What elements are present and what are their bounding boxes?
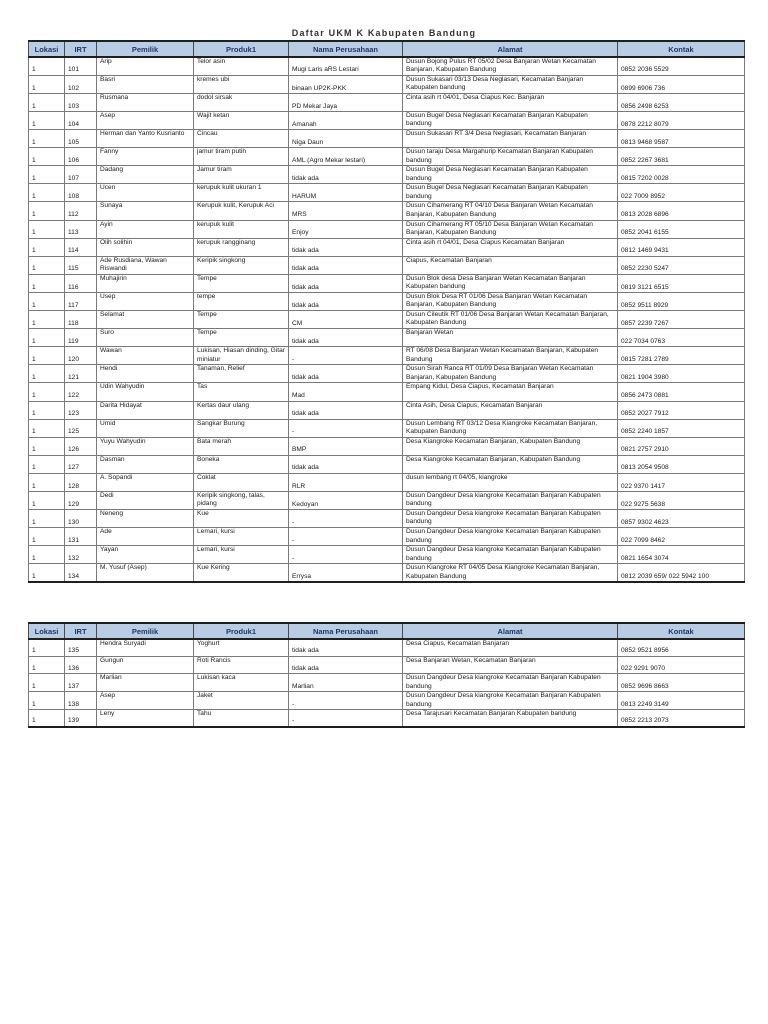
header-nama-perusahaan: Nama Perusahaan — [289, 41, 403, 57]
alamat-cell: Dusun Blok Desa RT 01/06 Desa Banjaran Wetan Kecamatan Banjaran, Kabupaten Bandung — [403, 292, 618, 310]
produk-cell: kerupuk kulit ukuran 1 — [194, 184, 289, 202]
produk-cell: Kertas daur ulang — [194, 401, 289, 419]
lokasi-cell: 1 — [29, 674, 65, 692]
kontak-cell: 0857 9302 4623 — [618, 510, 745, 528]
table-row — [29, 184, 745, 202]
table-row — [29, 347, 745, 365]
lokasi-cell: 1 — [29, 473, 65, 491]
produk-cell: Jamur tiram — [194, 166, 289, 184]
lokasi-cell: 1 — [29, 112, 65, 130]
kontak-cell: 0852 2213 2073 — [618, 709, 745, 726]
produk-cell: Tahu — [194, 709, 289, 726]
lokasi-cell: 1 — [29, 510, 65, 528]
table-header-row — [29, 41, 745, 57]
pemilik-cell: Darita Hidayat — [97, 401, 194, 419]
irt-cell: 136 — [65, 656, 97, 673]
kontak-cell: 0852 2267 3681 — [618, 148, 745, 166]
table-row — [29, 383, 745, 401]
kontak-cell: 0856 2498 6253 — [618, 93, 745, 111]
lokasi-cell: 1 — [29, 148, 65, 166]
irt-cell: 103 — [65, 93, 97, 111]
pemilik-cell: Marlian — [97, 674, 194, 692]
header-lokasi: Lokasi — [29, 623, 65, 639]
pemilik-cell: Rusmana — [97, 93, 194, 111]
nama-perusahaan-cell: - — [289, 419, 403, 437]
alamat-cell: dusun lembang rt 04/05, kiangroke — [403, 473, 618, 491]
nama-perusahaan-cell: - — [289, 692, 403, 710]
pemilik-cell: Asep — [97, 112, 194, 130]
lokasi-cell: 1 — [29, 238, 65, 256]
produk-cell: Telor asin — [194, 57, 289, 75]
header-produk: Produk1 — [194, 623, 289, 639]
kontak-cell: 022 7099 8462 — [618, 528, 745, 546]
pemilik-cell: Umid — [97, 419, 194, 437]
lokasi-cell: 1 — [29, 202, 65, 220]
kontak-cell: 0815 7281 2789 — [618, 347, 745, 365]
kontak-cell: 0852 9521 8956 — [618, 639, 745, 656]
nama-perusahaan-cell: PD Mekar Jaya — [289, 93, 403, 111]
alamat-cell: Desa Ciapus, Kecamatan Banjaran — [403, 639, 618, 656]
table-row — [29, 564, 745, 582]
alamat-cell: Cinta Asih, Desa Ciapus, Kecamatan Banjaran — [403, 401, 618, 419]
table-row — [29, 274, 745, 292]
alamat-cell: Dusun Lembang RT 03/12 Desa Kiangroke Kecamatan Banjaran, Kabupaten Bandung — [403, 419, 618, 437]
irt-cell: 114 — [65, 238, 97, 256]
produk-cell: Jaket — [194, 692, 289, 710]
alamat-cell: Dusun Dangdeur Desa kiangroke Kecamatan Banjaran Kabupaten bandung — [403, 546, 618, 564]
header-produk: Produk1 — [194, 41, 289, 57]
header-alamat: Alamat — [403, 623, 618, 639]
alamat-cell: Desa Banjaran Wetan, Kecamatan Banjaran — [403, 656, 618, 673]
table-row — [29, 75, 745, 93]
lokasi-cell: 1 — [29, 220, 65, 238]
lokasi-cell: 1 — [29, 166, 65, 184]
kontak-cell: 022 7034 0763 — [618, 329, 745, 347]
kontak-cell: 0813 9468 9587 — [618, 130, 745, 148]
irt-cell: 119 — [65, 329, 97, 347]
irt-cell: 130 — [65, 510, 97, 528]
irt-cell: 118 — [65, 311, 97, 329]
produk-cell: Lemari, kursi — [194, 528, 289, 546]
lokasi-cell: 1 — [29, 347, 65, 365]
alamat-cell: Banjaran Wetan — [403, 329, 618, 347]
kontak-cell: 0852 9511 8929 — [618, 292, 745, 310]
header-pemilik: Pemilik — [97, 41, 194, 57]
kontak-cell: 0813 2054 9508 — [618, 455, 745, 473]
irt-cell: 137 — [65, 674, 97, 692]
alamat-cell: Dusun Bugel Desa Neglasari Kecamatan Banjaran Kabupaten bandung — [403, 166, 618, 184]
table-row — [29, 148, 745, 166]
irt-cell: 113 — [65, 220, 97, 238]
nama-perusahaan-cell: tidak ada — [289, 238, 403, 256]
alamat-cell: Dusun Sukasari RT 3/4 Desa Neglasari, Kecamatan Banjaran — [403, 130, 618, 148]
irt-cell: 121 — [65, 365, 97, 383]
kontak-cell: 0812 2039 659/ 022 5942 100 — [618, 564, 745, 582]
nama-perusahaan-cell: - — [289, 347, 403, 365]
kontak-cell: 022 7009 8952 — [618, 184, 745, 202]
irt-cell: 112 — [65, 202, 97, 220]
lokasi-cell: 1 — [29, 528, 65, 546]
produk-cell: Tempe — [194, 329, 289, 347]
table-row — [29, 656, 745, 673]
alamat-cell: Dusun Bugel Desa Neglasari Kecamatan Banjaran Kabupaten bandung — [403, 112, 618, 130]
alamat-cell: Dusun Kiangroke RT 04/05 Desa Kiangroke Kecamatan Banjaran, Kabupaten Bandung — [403, 564, 618, 582]
alamat-cell: RT 06/08 Desa Banjaran Wetan Kecamatan Banjaran, Kabupaten Bandung — [403, 347, 618, 365]
kontak-cell: 0813 2028 6896 — [618, 202, 745, 220]
table-row — [29, 473, 745, 491]
nama-perusahaan-cell: Kedoyan — [289, 491, 403, 509]
irt-cell: 115 — [65, 256, 97, 274]
lokasi-cell: 1 — [29, 292, 65, 310]
alamat-cell: Dusun Dangdeur Desa kiangroke Kecamatan Banjaran Kabupaten bandung — [403, 674, 618, 692]
document-title: Daftar UKM K Kabupaten Bandung — [291, 28, 477, 38]
header-lokasi: Lokasi — [29, 41, 65, 57]
pemilik-cell: A. Sopandi — [97, 473, 194, 491]
kontak-cell: 0821 1654 3074 — [618, 546, 745, 564]
pemilik-cell: Yayan — [97, 546, 194, 564]
nama-perusahaan-cell: Mad — [289, 383, 403, 401]
table-row — [29, 238, 745, 256]
alamat-cell: Empang Kidul, Desa Ciapus, Kecamatan Banjaran — [403, 383, 618, 401]
lokasi-cell: 1 — [29, 329, 65, 347]
nama-perusahaan-cell: - — [289, 709, 403, 726]
table-row — [29, 674, 745, 692]
nama-perusahaan-cell: - — [289, 546, 403, 564]
kontak-cell: 0821 2757 2910 — [618, 437, 745, 455]
header-irt: IRT — [65, 41, 97, 57]
table-row — [29, 546, 745, 564]
table-row — [29, 528, 745, 546]
produk-cell: kerupuk kulit — [194, 220, 289, 238]
produk-cell: Bata merah — [194, 437, 289, 455]
alamat-cell: Dusun Dangdeur Desa kiangroke Kecamatan Banjaran Kabupaten bandung — [403, 491, 618, 509]
table-row — [29, 491, 745, 509]
table-row — [29, 692, 745, 710]
kontak-cell: 0852 2240 1857 — [618, 419, 745, 437]
alamat-cell: Dusun taraju Desa Margahurip Kecamatan Banjaran Kabupaten bandung — [403, 148, 618, 166]
alamat-cell: Desa Kiangroke Kecamatan Banjaran, Kabupaten Bandung — [403, 455, 618, 473]
lokasi-cell: 1 — [29, 184, 65, 202]
kontak-cell: 0852 2041 6155 — [618, 220, 745, 238]
pemilik-cell: Hendi — [97, 365, 194, 383]
irt-cell: 107 — [65, 166, 97, 184]
table-row — [29, 709, 745, 726]
produk-cell: dodol sirsak — [194, 93, 289, 111]
header-pemilik: Pemilik — [97, 623, 194, 639]
nama-perusahaan-cell: Amanah — [289, 112, 403, 130]
kontak-cell: 022 9291 9070 — [618, 656, 745, 673]
table-row — [29, 202, 745, 220]
alamat-cell: Dusun Cileutik RT 01/06 Desa Banjaran Wetan Kecamatan Banjaran, Kabupaten Bandung — [403, 311, 618, 329]
kontak-cell: 0852 2230 5247 — [618, 256, 745, 274]
irt-cell: 123 — [65, 401, 97, 419]
table-row — [29, 510, 745, 528]
kontak-cell: 0852 9696 8663 — [618, 674, 745, 692]
produk-cell: kremes ubi — [194, 75, 289, 93]
irt-cell: 127 — [65, 455, 97, 473]
irt-cell: 131 — [65, 528, 97, 546]
pemilik-cell: Udin Wahyudin — [97, 383, 194, 401]
irt-cell: 101 — [65, 57, 97, 75]
pemilik-cell: Gungun — [97, 656, 194, 673]
kontak-cell: 0812 1469 9431 — [618, 238, 745, 256]
nama-perusahaan-cell: Enjoy — [289, 220, 403, 238]
table-row — [29, 112, 745, 130]
kontak-cell: 0852 2036 5529 — [618, 57, 745, 75]
lokasi-cell: 1 — [29, 692, 65, 710]
table-row — [29, 419, 745, 437]
alamat-cell: Dusun Dangdeur Desa kiangroke Kecamatan Banjaran Kabupaten bandung — [403, 692, 618, 710]
kontak-cell: 0878 2212 8079 — [618, 112, 745, 130]
header-irt: IRT — [65, 623, 97, 639]
pemilik-cell: Olih solihin — [97, 238, 194, 256]
nama-perusahaan-cell: tidak ada — [289, 329, 403, 347]
table-row — [29, 220, 745, 238]
alamat-cell: Dusun Bojong Pulus RT 05/02 Desa Banjaran Wetan Kecamatan Banjaran, Kabupaten Bandung — [403, 57, 618, 75]
table-row — [29, 57, 745, 75]
lokasi-cell: 1 — [29, 365, 65, 383]
lokasi-cell: 1 — [29, 419, 65, 437]
pemilik-cell: Usep — [97, 292, 194, 310]
alamat-cell: Dusun Sirah Ranca RT 01/09 Desa Banjaran Wetan Kecamatan Banjaran, Kabupaten Bandung — [403, 365, 618, 383]
header-kontak: Kontak — [618, 41, 745, 57]
produk-cell: Tas — [194, 383, 289, 401]
irt-cell: 138 — [65, 692, 97, 710]
nama-perusahaan-cell: tidak ada — [289, 274, 403, 292]
pemilik-cell: Leny — [97, 709, 194, 726]
pemilik-cell: Basri — [97, 75, 194, 93]
alamat-cell: Cinta asih rt 04/01, Desa Ciapus Kecamatan Banjaran — [403, 238, 618, 256]
irt-cell: 139 — [65, 709, 97, 726]
produk-cell: Tempe — [194, 274, 289, 292]
table-row — [29, 365, 745, 383]
produk-cell: Yoghurt — [194, 639, 289, 656]
table-row — [29, 256, 745, 274]
nama-perusahaan-cell: MRS — [289, 202, 403, 220]
irt-cell: 132 — [65, 546, 97, 564]
produk-cell: Keripik singkong — [194, 256, 289, 274]
nama-perusahaan-cell: Errysa — [289, 564, 403, 582]
lokasi-cell: 1 — [29, 256, 65, 274]
lokasi-cell: 1 — [29, 546, 65, 564]
table-row — [29, 437, 745, 455]
pemilik-cell: Ayin — [97, 220, 194, 238]
nama-perusahaan-cell: tidak ada — [289, 639, 403, 656]
pemilik-cell: Asep — [97, 692, 194, 710]
table-row — [29, 93, 745, 111]
pemilik-cell: Ade — [97, 528, 194, 546]
alamat-cell: Dusun Dangdeur Desa kiangroke Kecamatan Banjaran Kabupaten bandung — [403, 510, 618, 528]
pemilik-cell: Sunaya — [97, 202, 194, 220]
produk-cell: Lukisan kaca — [194, 674, 289, 692]
header-nama-perusahaan: Nama Perusahaan — [289, 623, 403, 639]
table-row — [29, 401, 745, 419]
lokasi-cell: 1 — [29, 455, 65, 473]
pemilik-cell: Dedi — [97, 491, 194, 509]
produk-cell: Kerupuk kulit, Kerupuk Aci — [194, 202, 289, 220]
alamat-cell: Dusun Cihamerang RT 05/10 Desa Banjaran Wetan Kecamatan Banjaran, Kabupaten Bandung — [403, 220, 618, 238]
pemilik-cell: Wawan — [97, 347, 194, 365]
lokasi-cell: 1 — [29, 564, 65, 582]
table-row — [29, 311, 745, 329]
header-kontak: Kontak — [618, 623, 745, 639]
alamat-cell: Dusun Bugel Desa Neglasari Kecamatan Banjaran Kabupaten bandung — [403, 184, 618, 202]
irt-cell: 120 — [65, 347, 97, 365]
nama-perusahaan-cell: CM — [289, 311, 403, 329]
kontak-cell: 022 9275 5638 — [618, 491, 745, 509]
pemilik-cell: M. Yusuf (Asep) — [97, 564, 194, 582]
kontak-cell: 0815 7202 0028 — [618, 166, 745, 184]
produk-cell: Lukisan, Hiasan dinding, Gitar miniatur — [194, 347, 289, 365]
nama-perusahaan-cell: tidak ada — [289, 256, 403, 274]
lokasi-cell: 1 — [29, 383, 65, 401]
produk-cell: Coklat — [194, 473, 289, 491]
irt-cell: 125 — [65, 419, 97, 437]
nama-perusahaan-cell: HARUM — [289, 184, 403, 202]
pemilik-cell: Fanny — [97, 148, 194, 166]
nama-perusahaan-cell: tidak ada — [289, 455, 403, 473]
alamat-cell: Ciapus, Kecamatan Banjaran — [403, 256, 618, 274]
pemilik-cell: Selamat — [97, 311, 194, 329]
nama-perusahaan-cell: Marlian — [289, 674, 403, 692]
lokasi-cell: 1 — [29, 93, 65, 111]
table-header-row — [29, 623, 745, 639]
nama-perusahaan-cell: AML (Agro Mekar lestari) — [289, 148, 403, 166]
pemilik-cell: Neneng — [97, 510, 194, 528]
alamat-cell: Dusun Blok desa Desa Banjaran Wetan Kecamatan Banjaran Kabupaten bandung — [403, 274, 618, 292]
irt-cell: 105 — [65, 130, 97, 148]
kontak-cell: 022 9370 1417 — [618, 473, 745, 491]
lokasi-cell: 1 — [29, 75, 65, 93]
produk-cell: tempe — [194, 292, 289, 310]
pemilik-cell: Dasman — [97, 455, 194, 473]
alamat-cell: Cinta asih rt 04/01, Desa Ciapus Kec. Banjaran — [403, 93, 618, 111]
alamat-cell: Dusun Cihamerang RT 04/10 Desa Banjaran Wetan Kecamatan Banjaran, Kabupaten Bandung — [403, 202, 618, 220]
pemilik-cell: Hendra Suryadi — [97, 639, 194, 656]
produk-cell: Boneka — [194, 455, 289, 473]
nama-perusahaan-cell: Mugi Laris aRS Lestari — [289, 57, 403, 75]
irt-cell: 117 — [65, 292, 97, 310]
nama-perusahaan-cell: tidak ada — [289, 292, 403, 310]
nama-perusahaan-cell: Niga Daun — [289, 130, 403, 148]
produk-cell: Wajit ketan — [194, 112, 289, 130]
irt-cell: 134 — [65, 564, 97, 582]
pemilik-cell: Suro — [97, 329, 194, 347]
pemilik-cell: Muhajirin — [97, 274, 194, 292]
kontak-cell: 0899 6906 736 — [618, 75, 745, 93]
nama-perusahaan-cell: tidak ada — [289, 166, 403, 184]
lokasi-cell: 1 — [29, 130, 65, 148]
lokasi-cell: 1 — [29, 437, 65, 455]
pemilik-cell: Ucen — [97, 184, 194, 202]
irt-cell: 116 — [65, 274, 97, 292]
alamat-cell: Dusun Sukasari 03/13 Desa Neglasari, Kecamatan Banjaran Kabupaten bandung — [403, 75, 618, 93]
table-row — [29, 639, 745, 656]
lokasi-cell: 1 — [29, 57, 65, 75]
irt-cell: 102 — [65, 75, 97, 93]
pemilik-cell: Ade Rusdiana, Wawan Riswandi — [97, 256, 194, 274]
lokasi-cell: 1 — [29, 274, 65, 292]
nama-perusahaan-cell: binaan UP2K-PKK — [289, 75, 403, 93]
irt-cell: 104 — [65, 112, 97, 130]
nama-perusahaan-cell: - — [289, 528, 403, 546]
lokasi-cell: 1 — [29, 639, 65, 656]
nama-perusahaan-cell: - — [289, 510, 403, 528]
produk-cell: Kue Kering — [194, 564, 289, 582]
nama-perusahaan-cell: RLR — [289, 473, 403, 491]
pemilik-cell: Dadang — [97, 166, 194, 184]
table-row — [29, 166, 745, 184]
kontak-cell: 0813 2249 3149 — [618, 692, 745, 710]
lokasi-cell: 1 — [29, 656, 65, 673]
irt-cell: 126 — [65, 437, 97, 455]
nama-perusahaan-cell: tidak ada — [289, 365, 403, 383]
nama-perusahaan-cell: tidak ada — [289, 656, 403, 673]
lokasi-cell: 1 — [29, 311, 65, 329]
produk-cell: Lemari, kursi — [194, 546, 289, 564]
table-row — [29, 292, 745, 310]
lokasi-cell: 1 — [29, 709, 65, 726]
kontak-cell: 0857 2239 7267 — [618, 311, 745, 329]
irt-cell: 122 — [65, 383, 97, 401]
pemilik-cell: Herman dan Yanto Kusrianto — [97, 130, 194, 148]
produk-cell: Keripik singkong, talas, pidang — [194, 491, 289, 509]
produk-cell: jamur tiram putih — [194, 148, 289, 166]
ukm-table-2 — [28, 622, 745, 728]
alamat-cell: Desa Kiangroke Kecamatan Banjaran, Kabupaten Bandung — [403, 437, 618, 455]
irt-cell: 129 — [65, 491, 97, 509]
table-row — [29, 130, 745, 148]
lokasi-cell: 1 — [29, 491, 65, 509]
produk-cell: Kue — [194, 510, 289, 528]
nama-perusahaan-cell: tidak ada — [289, 401, 403, 419]
pemilik-cell: Arip — [97, 57, 194, 75]
nama-perusahaan-cell: BMP — [289, 437, 403, 455]
produk-cell: Tempe — [194, 311, 289, 329]
irt-cell: 135 — [65, 639, 97, 656]
kontak-cell: 0821 1904 3980 — [618, 365, 745, 383]
produk-cell: Cincau — [194, 130, 289, 148]
irt-cell: 108 — [65, 184, 97, 202]
kontak-cell: 0819 3121 6515 — [618, 274, 745, 292]
alamat-cell: Dusun Dangdeur Desa kiangroke Kecamatan Banjaran Kabupaten bandung — [403, 528, 618, 546]
header-alamat: Alamat — [403, 41, 618, 57]
table-row — [29, 329, 745, 347]
produk-cell: kerupuk rangginang — [194, 238, 289, 256]
ukm-table-1 — [28, 40, 745, 583]
irt-cell: 128 — [65, 473, 97, 491]
kontak-cell: 0852 2027 7912 — [618, 401, 745, 419]
produk-cell: Tanaman, Relief — [194, 365, 289, 383]
produk-cell: Sangkar Burung — [194, 419, 289, 437]
pemilik-cell: Yuyu Wahyudin — [97, 437, 194, 455]
lokasi-cell: 1 — [29, 401, 65, 419]
table-row — [29, 455, 745, 473]
irt-cell: 106 — [65, 148, 97, 166]
produk-cell: Roti Rancis — [194, 656, 289, 673]
alamat-cell: Desa Tarajusari Kecamatan Banjaran Kabupaten bandung — [403, 709, 618, 726]
kontak-cell: 0856 2473 0881 — [618, 383, 745, 401]
